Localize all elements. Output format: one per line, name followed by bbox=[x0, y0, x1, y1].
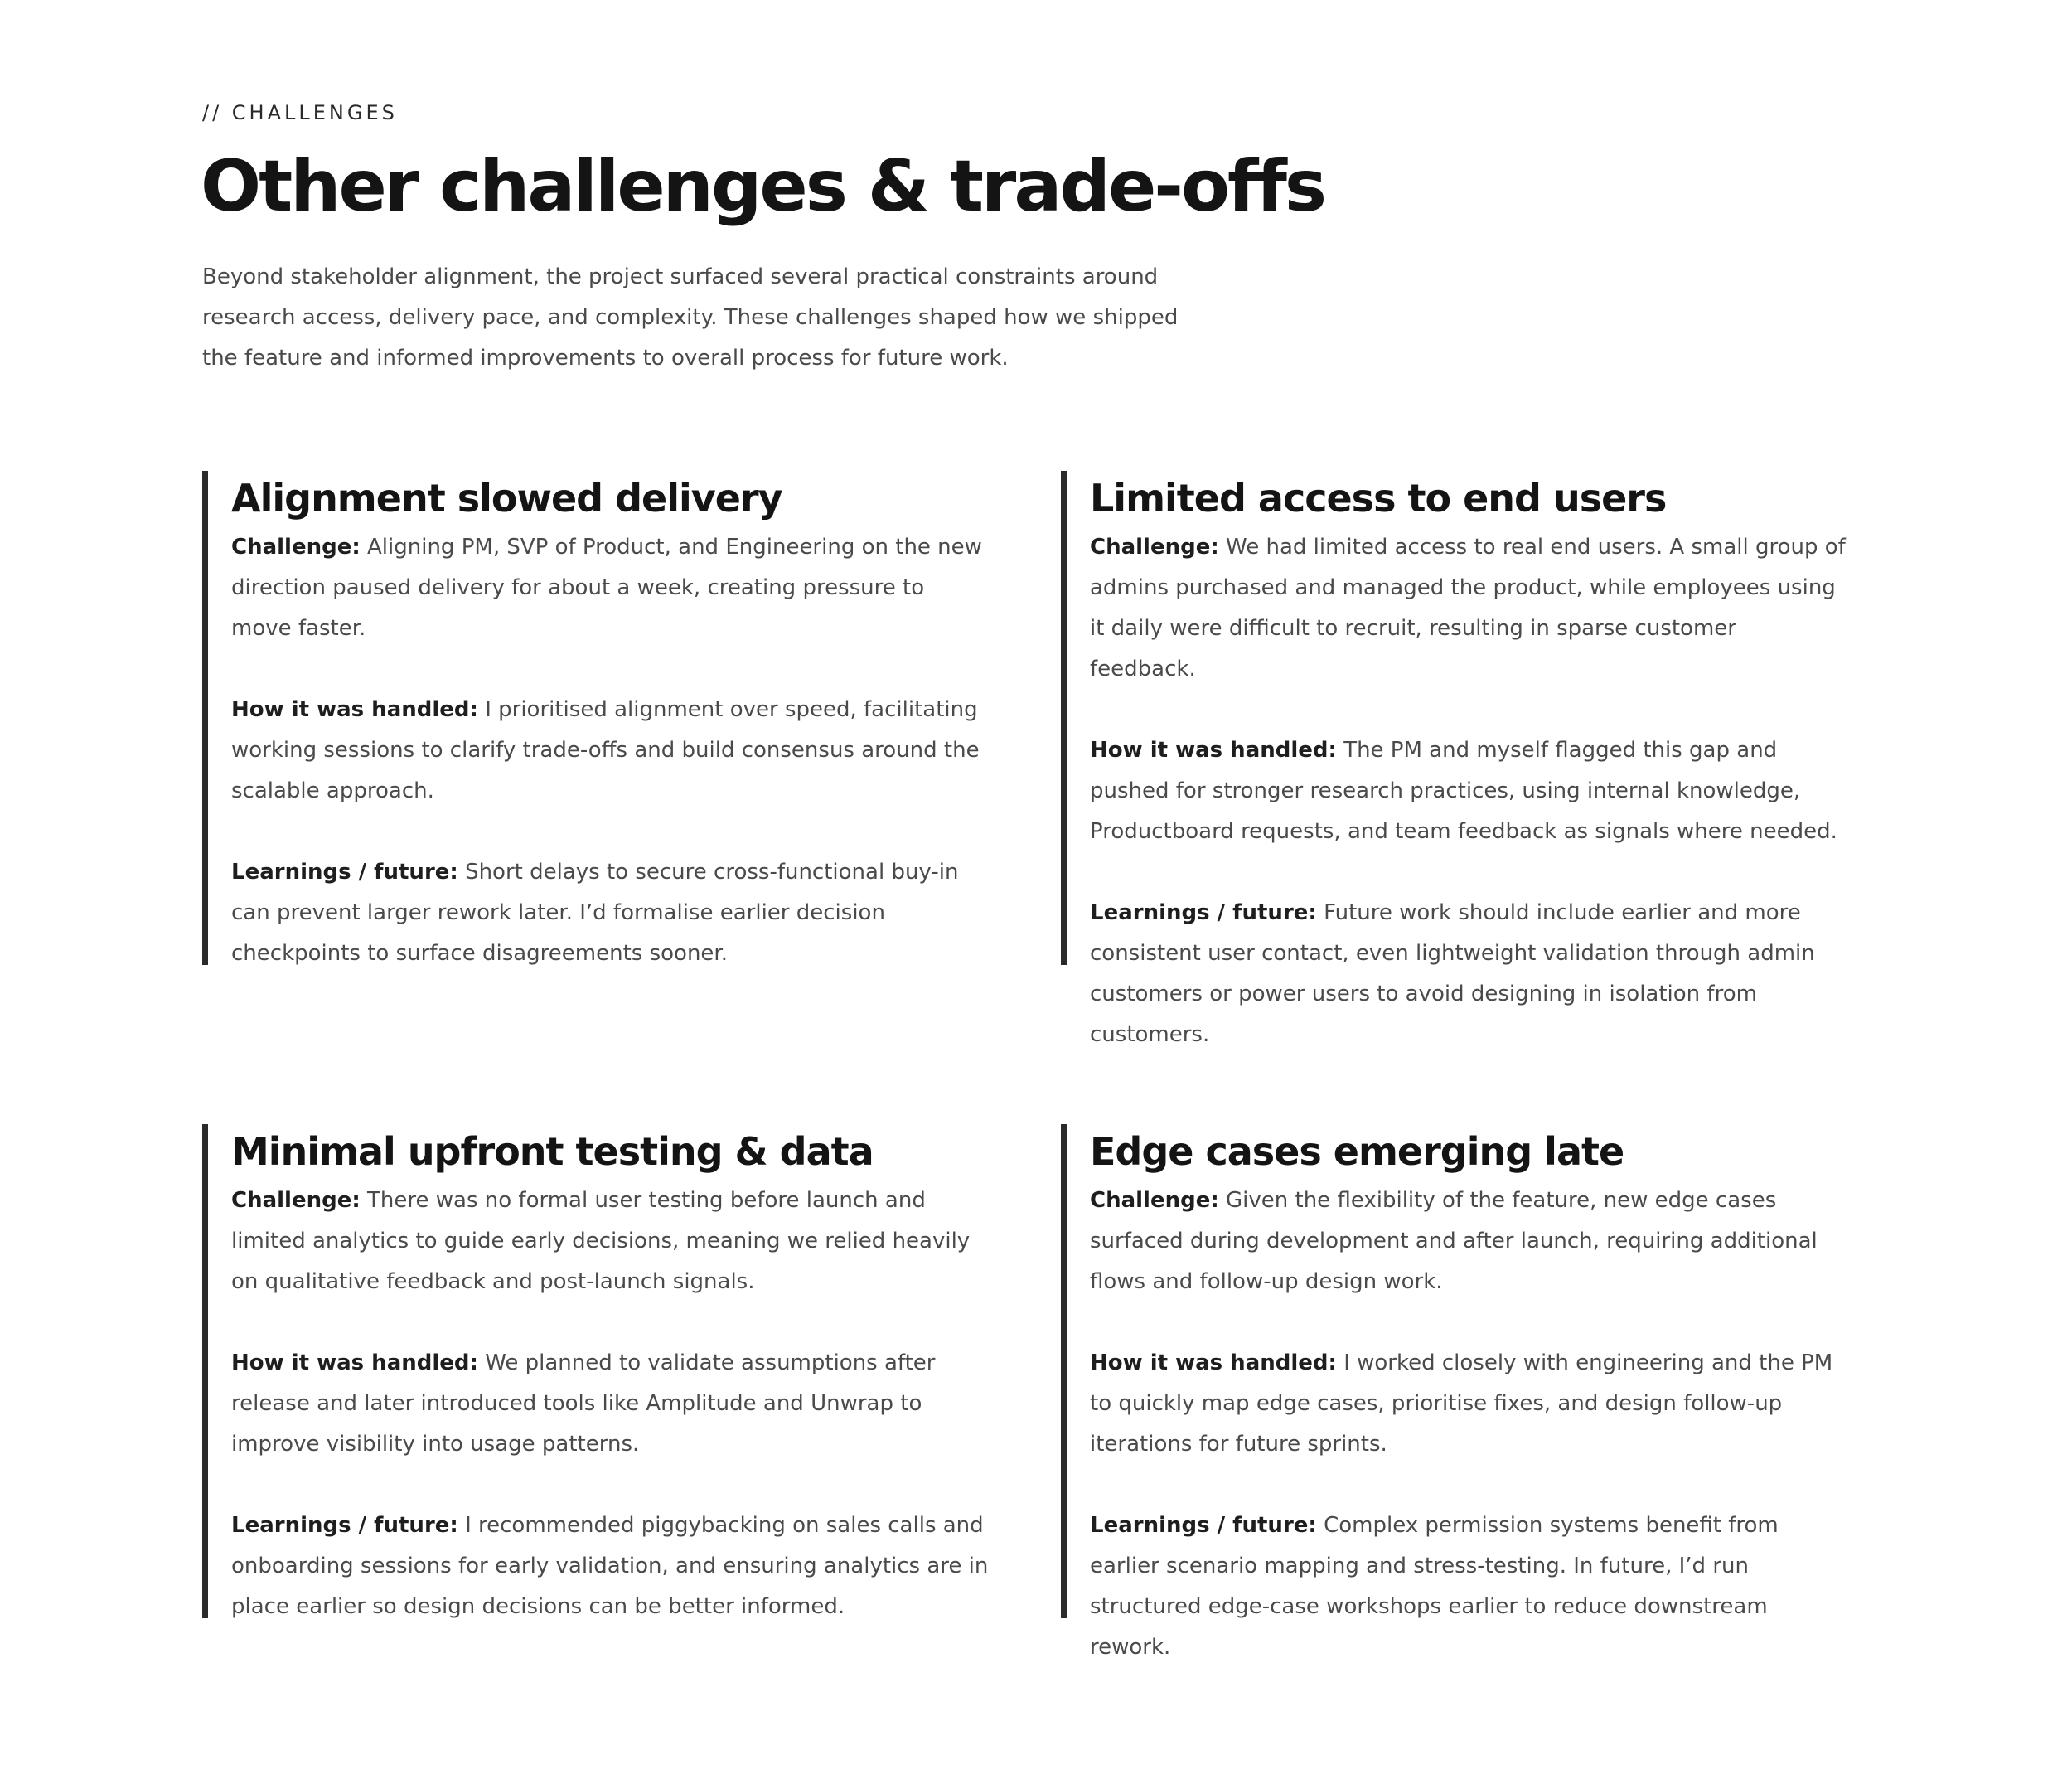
handled-paragraph bbox=[231, 690, 990, 812]
learnings-text: I recommended piggybacking on sales calls and onboarding sessions for early validation, and ensuring analytics are in place earlier so design decisions can be better informed. bbox=[231, 1513, 989, 1619]
challenge-text: Aligning PM, SVP of Product, and Engineering on the new direction paused delivery for about a week, creating pressure to move faster. bbox=[231, 535, 982, 641]
handled-label: How it was handled: bbox=[231, 1350, 478, 1375]
card-body bbox=[1090, 1181, 1848, 1668]
handled-paragraph bbox=[1090, 1343, 1848, 1465]
handled-text: I worked closely with engineering and the PM to quickly map edge cases, prioritise fixes, and design follow-up iterations for future sprints. bbox=[1090, 1350, 1833, 1457]
learnings-label: Learnings / future: bbox=[231, 860, 458, 885]
challenge-paragraph bbox=[231, 527, 990, 649]
learnings-text: Short delays to secure cross-functional buy-in can prevent larger rework later. I’d formalise earlier decision checkpoints to surface disagreements sooner. bbox=[231, 860, 959, 966]
card-title: Alignment slowed delivery bbox=[231, 476, 782, 521]
challenge-paragraph bbox=[1090, 1181, 1848, 1302]
section-intro: Beyond stakeholder alignment, the project surfaced several practical constraints around research access, delivery pace, and complexity. These challenges shaped how we shipped the feature and informed improvements to overall process for future work. bbox=[202, 264, 1179, 371]
challenge-card bbox=[1061, 1124, 1848, 1660]
handled-paragraph bbox=[231, 1343, 990, 1465]
handled-text: We planned to validate assumptions after release and later introduced tools like Amplitude and Unwrap to improve visibility into usage patterns. bbox=[231, 1350, 936, 1457]
challenge-text: Given the flexibility of the feature, new edge cases surfaced during development and after launch, requiring additional flows and follow-up design work. bbox=[1090, 1188, 1818, 1294]
learnings-label: Learnings / future: bbox=[1090, 1513, 1317, 1538]
challenge-paragraph bbox=[1090, 527, 1848, 690]
card-title: Minimal upfront testing & data bbox=[231, 1129, 874, 1174]
learnings-label: Learnings / future: bbox=[1090, 900, 1317, 925]
learnings-paragraph bbox=[1090, 893, 1848, 1055]
challenge-label: Challenge: bbox=[1090, 535, 1219, 560]
handled-label: How it was handled: bbox=[1090, 738, 1337, 763]
card-body bbox=[231, 527, 990, 974]
challenge-label: Challenge: bbox=[1090, 1188, 1219, 1213]
section-eyebrow: // CHALLENGES bbox=[202, 101, 398, 124]
learnings-paragraph bbox=[231, 852, 990, 974]
challenge-card bbox=[202, 471, 990, 965]
handled-paragraph bbox=[1090, 730, 1848, 852]
handled-label: How it was handled: bbox=[1090, 1350, 1337, 1375]
card-title: Edge cases emerging late bbox=[1090, 1129, 1624, 1174]
challenge-label: Challenge: bbox=[231, 535, 361, 560]
section-title: Other challenges & trade-offs bbox=[201, 145, 1325, 228]
card-body bbox=[1090, 527, 1848, 1055]
learnings-paragraph bbox=[231, 1505, 990, 1627]
card-title: Limited access to end users bbox=[1090, 476, 1667, 521]
handled-label: How it was handled: bbox=[231, 697, 478, 722]
challenge-card bbox=[1061, 471, 1848, 1047]
challenge-text: We had limited access to real end users. A small group of admins purchased and managed the product, while employees using it daily were difficult to recruit, resulting in sparse customer feedback. bbox=[1090, 535, 1846, 681]
challenge-text: There was no formal user testing before launch and limited analytics to guide early decisions, meaning we relied heavily on qualitative feedback and post-launch signals. bbox=[231, 1188, 971, 1294]
learnings-paragraph bbox=[1090, 1505, 1848, 1668]
challenge-label: Challenge: bbox=[231, 1188, 361, 1213]
learnings-text: Future work should include earlier and more consistent user contact, even lightweight validation through admin customers or power users to avoid designing in isolation from customers. bbox=[1090, 900, 1815, 1047]
card-body bbox=[231, 1181, 990, 1627]
learnings-label: Learnings / future: bbox=[231, 1513, 458, 1538]
handled-text: The PM and myself flagged this gap and pushed for stronger research practices, using internal knowledge, Productboard requests, and team feedback as signals where needed. bbox=[1090, 738, 1837, 844]
challenge-paragraph bbox=[231, 1181, 990, 1302]
learnings-text: Complex permission systems benefit from earlier scenario mapping and stress-testing. In future, I’d run structured edge-case workshops earlier to reduce downstream rework. bbox=[1090, 1513, 1779, 1660]
handled-text: I prioritised alignment over speed, facilitating working sessions to clarify trade-offs and build consensus around the scalable approach. bbox=[231, 697, 980, 803]
challenge-card bbox=[202, 1124, 990, 1618]
